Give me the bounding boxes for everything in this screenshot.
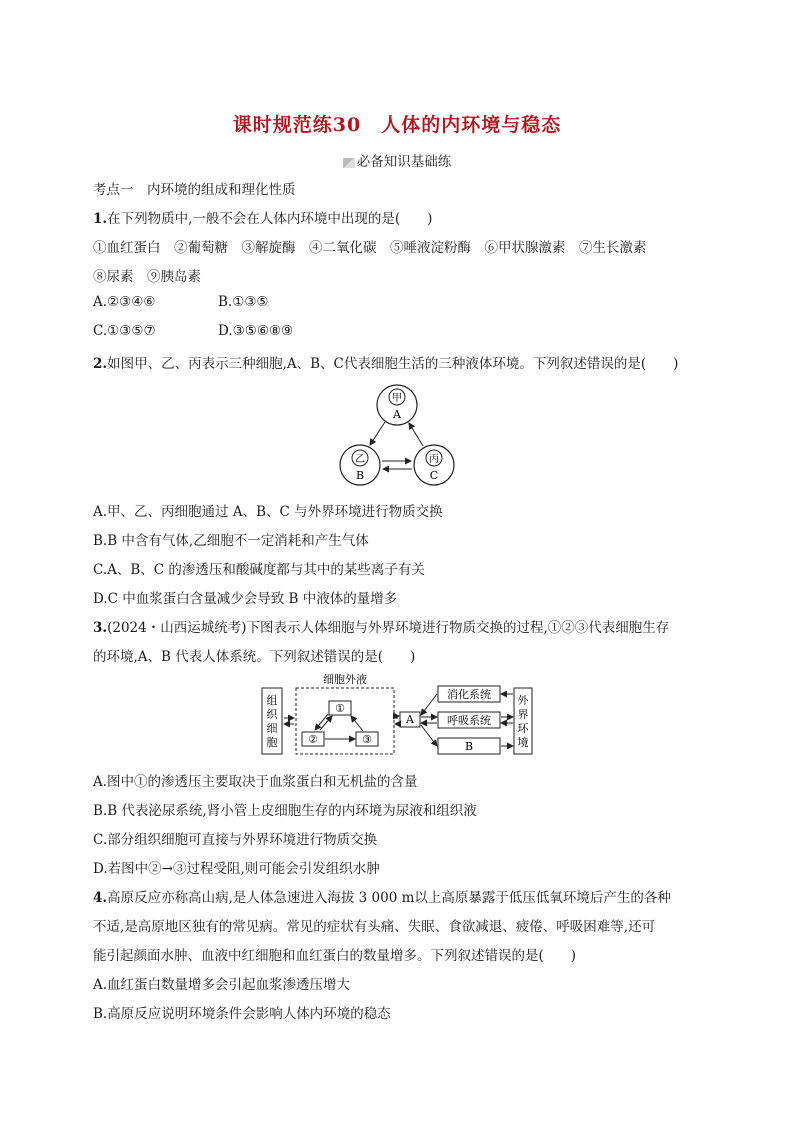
page-title: 课时规范练30 人体的内环境与稳态 xyxy=(232,114,562,136)
arrow-3-to-1 xyxy=(351,716,363,731)
question-3-option-b: B.B 代表泌尿系统,肾小管上皮细胞生存的内环境为尿液和组织液 xyxy=(93,803,477,819)
external-environment-char: 外 xyxy=(517,694,529,707)
question-number: 4. xyxy=(93,890,108,906)
tissue-cells-char: 组 xyxy=(266,694,278,707)
question-3-stem-line1 xyxy=(93,616,669,636)
question-text: 如图甲、乙、丙表示三种细胞,A、B、C代表细胞生活的三种液体环境。下列叙述错误的是( ) xyxy=(107,356,679,372)
system-a-label: A xyxy=(406,713,414,726)
question-1-option-a: A.②③④⑥ xyxy=(93,294,156,310)
respiratory-system-label: 呼吸系统 xyxy=(447,714,491,727)
section-marker-icon xyxy=(343,158,355,168)
fluid-exchange-diagram xyxy=(330,380,470,490)
question-text: 在下列物质中,一般不会在人体内环境中出现的是( ) xyxy=(107,211,433,227)
question-3-option-a: A.图中①的渗透压主要取决于血浆蛋白和无机盐的含量 xyxy=(93,774,418,790)
arrow-digestive-to-a xyxy=(421,694,437,715)
question-1-option-b: B.①③⑤ xyxy=(218,294,269,310)
topic-heading: 考点一 内环境的组成和理化性质 xyxy=(93,182,296,198)
tissue-cells-char: 织 xyxy=(266,708,278,721)
question-text: 高原反应亦称高山病,是人体急速进入海拔 3 000 m以上高原暴露于低压低氧环境后产生的各种 xyxy=(107,890,671,906)
fluid-a-label: A xyxy=(393,408,401,421)
question-4-stem-line3: 能引起颜面水肿、血液中红细胞和血红蛋白的数量增多。下列叙述错误的是( ) xyxy=(93,948,577,964)
question-text: (2024・山西运城统考)下图表示人体细胞与外界环境进行物质交换的过程,①②③代表细胞生存 xyxy=(107,620,670,636)
question-1-items-line1: ①血红蛋白 ②葡萄糖 ③解旋酶 ④二氧化碳 ⑤唾液淀粉酶 ⑥甲状腺激素 ⑦生长激素 xyxy=(93,240,647,256)
question-4-stem-line2: 不适,是高原地区独有的常见病。常见的症状有头痛、失眠、食欲减退、疲倦、呼吸困难等,还可 xyxy=(93,919,656,935)
extracellular-fluid-label: 细胞外液 xyxy=(323,673,367,686)
fluid-3-label: ③ xyxy=(362,733,372,746)
system-b-label: B xyxy=(464,740,474,753)
question-number: 3. xyxy=(93,620,108,636)
fluid-2-label: ② xyxy=(308,733,318,746)
section-label: 必备知识基础练 xyxy=(356,154,452,170)
external-environment-char: 环 xyxy=(517,722,529,735)
question-2-option-d: D.C 中血浆蛋白含量减少会导致 B 中液体的量增多 xyxy=(93,591,398,607)
question-2-stem xyxy=(93,352,678,372)
section-heading xyxy=(0,150,794,170)
tissue-cells-char: 细 xyxy=(266,722,278,735)
question-4-option-b: B.高原反应说明环境条件会影响人体内环境的稳态 xyxy=(93,1006,391,1022)
digestive-system-label: 消化系统 xyxy=(447,688,491,701)
question-4-stem-line1 xyxy=(93,886,671,906)
fluid-c-label: C xyxy=(429,469,439,482)
question-1-stem xyxy=(93,207,432,227)
fluid-1-label: ① xyxy=(335,702,345,715)
arrow-a-to-b xyxy=(370,422,385,445)
question-3-option-d: D.若图中②→③过程受阻,则可能会引发组织水肿 xyxy=(93,861,380,877)
fluid-b-label: B xyxy=(355,469,365,482)
question-2-option-b: B.B 中含有气体,乙细胞不一定消耗和产生气体 xyxy=(93,533,369,549)
question-3-stem-line2: 的环境,A、B 代表人体系统。下列叙述错误的是( ) xyxy=(93,649,416,665)
question-3-option-c: C.部分组织细胞可直接与外界环境进行物质交换 xyxy=(93,832,378,848)
cell-bing-label: 丙 xyxy=(429,454,439,465)
question-4-option-a: A.血红蛋白数量增多会引起血浆渗透压增大 xyxy=(93,977,351,993)
question-2-option-c: C.A、B、C 的渗透压和酸碱度都与其中的某些离子有关 xyxy=(93,562,425,578)
cell-yi-label: 乙 xyxy=(355,454,365,465)
exchange-process-diagram xyxy=(258,672,538,760)
arrow-2-to-1 xyxy=(320,716,332,730)
question-1-option-c: C.①③⑤⑦ xyxy=(93,323,156,339)
question-2-option-a: A.甲、乙、丙细胞通过 A、B、C 与外界环境进行物质交换 xyxy=(93,504,443,520)
arrow-c-to-a xyxy=(409,423,423,446)
question-1-option-d: D.③⑤⑥⑧⑨ xyxy=(218,323,294,339)
question-number: 2. xyxy=(93,356,108,372)
arrow-a-to-b xyxy=(421,725,437,746)
question-1-items-line2: ⑧尿素 ⑨胰岛素 xyxy=(93,269,201,285)
external-environment-char: 界 xyxy=(517,708,529,721)
tissue-cells-char: 胞 xyxy=(266,736,278,749)
cell-jia-label: 甲 xyxy=(392,393,402,404)
external-environment-char: 境 xyxy=(517,736,529,749)
question-number: 1. xyxy=(93,211,108,227)
